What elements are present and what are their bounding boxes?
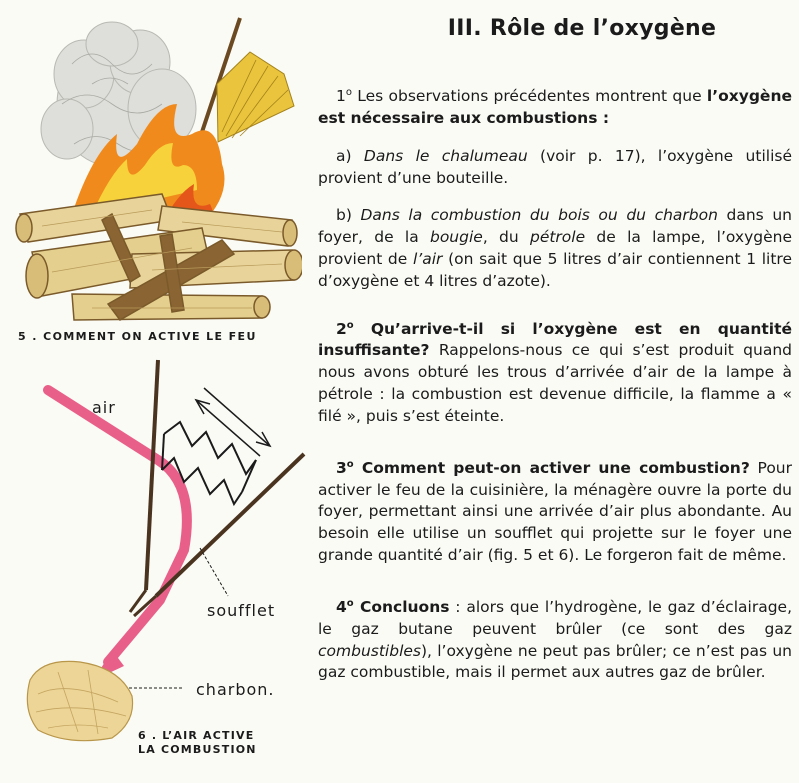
p4-italic: combustibles: [318, 641, 421, 660]
log-pile-icon: [16, 194, 302, 320]
paragraph-a: [318, 146, 792, 190]
p2-bold: Qu’arrive-t-il si l’oxygène est en quantité insuffisante?: [318, 319, 792, 360]
p1-degree: o: [345, 87, 352, 98]
p4-degree: o: [346, 597, 354, 609]
coal-icon: [27, 661, 132, 740]
pb-italic1: Dans la combustion du bois ou du charbon: [360, 206, 718, 225]
pb-italic3: pétrole: [529, 228, 586, 247]
air-stream-arrow: [44, 382, 187, 680]
p4-number: 4: [336, 597, 347, 616]
figure-6-caption-line2: LA COMBUSTION: [138, 743, 257, 756]
p1-intro: Les observations précédentes montrent que: [352, 87, 702, 106]
soufflet-label: soufflet: [207, 601, 276, 620]
charbon-label: charbon.: [196, 680, 275, 699]
paragraph-1: [318, 82, 792, 130]
p3-degree: o: [346, 458, 354, 470]
p4-bold: Concluons: [353, 597, 450, 616]
p4-t2: ), l’oxygène ne peut pas brûler; ce n’est pas un gaz combustible, mais il permet aux autres gaz de brûler.: [318, 641, 792, 682]
section-title: III. Rôle de l’oxygène: [447, 16, 717, 41]
figure-6-caption: [138, 729, 318, 757]
p2-degree: o: [346, 319, 354, 331]
pa-italic: Dans le chalumeau: [363, 146, 528, 165]
p2-number: 2: [336, 319, 347, 338]
pb-italic2: bougie: [429, 228, 483, 247]
bellows-diagram: [8, 350, 328, 745]
pb-t2: , du: [482, 228, 530, 247]
p3-bold: Comment peut-on activer une combustion?: [353, 458, 750, 477]
bellows-icon: [130, 360, 304, 616]
p4-t1: : alors que l’hydrogène, le gaz d’éclairage, le gaz butane peuvent brûler (ce sont des gaz: [318, 597, 792, 638]
p3-number: 3: [336, 458, 347, 477]
figure-6-caption-line1: 6 . L’AIR ACTIVE: [138, 729, 255, 742]
pa-prefix: a): [336, 146, 364, 165]
paragraph-b: [318, 205, 792, 292]
text-column: [318, 14, 792, 684]
paragraph-4: [318, 593, 792, 684]
pb-italic4: l’air: [412, 249, 443, 268]
paragraph-3: [318, 454, 792, 567]
p2-rest: Rappelons-nous ce qui s’est produit quand nous avons obturé les trous d’arrivée d’air de la lampe à pétrole : la combustion est devenue difficile, la flamme a « filé », puis s’est éteinte.: [318, 341, 792, 425]
campfire-illustration: [12, 14, 302, 330]
p3-rest: Pour activer le feu de la cuisinière, la ménagère ouvre la porte du foyer, permettant ainsi une arrivée d’air plus abondante. Au besoin elle utilise un soufflet qui projette sur le foyer une grande quantité d’air (fig. 5 et 6). Le forgeron fait de même.: [318, 458, 792, 565]
paragraph-2: [318, 315, 792, 428]
p1-bold: l’oxygène est nécessaire aux combustions :: [318, 87, 792, 127]
pb-t3: de la lampe, l’oxygène provient de: [318, 228, 792, 268]
air-label: air: [92, 398, 116, 417]
figure-5-caption: 5 . COMMENT ON ACTIVE LE FEU: [18, 330, 257, 343]
p1-number: 1: [336, 87, 346, 106]
pb-prefix: b): [336, 206, 361, 225]
pb-t4: (on sait que 5 litres d’air contiennent 1 litre d’oxygène et 4 litres d’azote).: [318, 249, 792, 290]
pb-t1: dans un foyer, de la: [318, 206, 792, 247]
pa-rest: (voir p. 17), l’oxygène utilisé provient d’une bouteille.: [318, 146, 792, 187]
